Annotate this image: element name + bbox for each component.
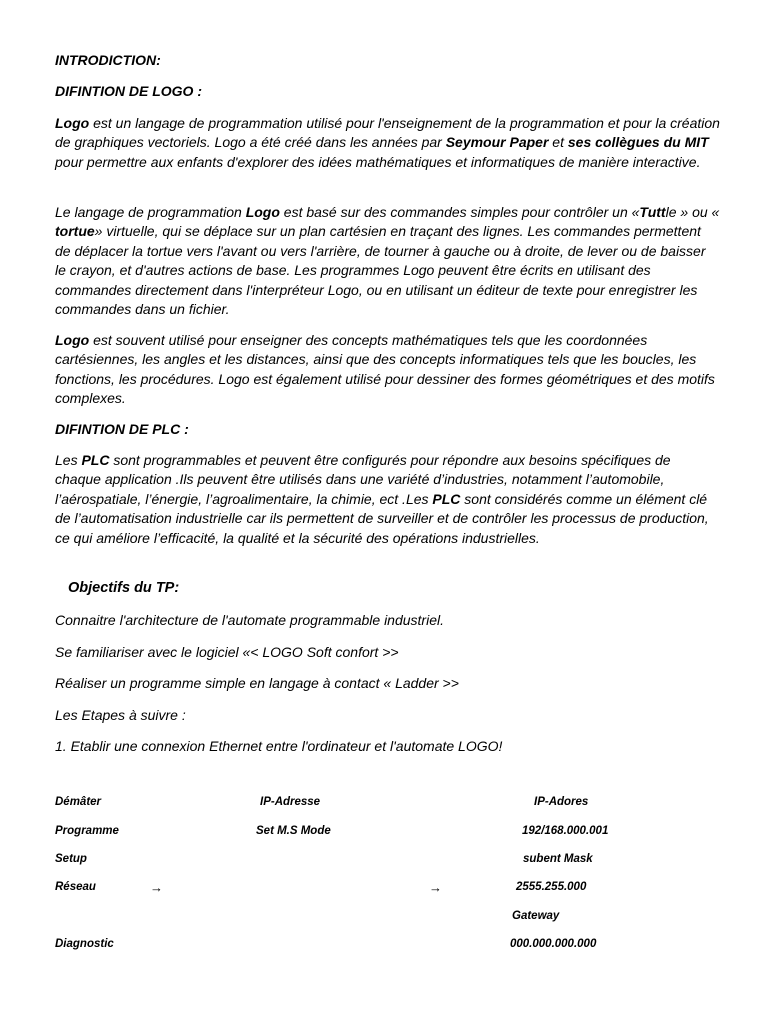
text: le » ou « bbox=[665, 204, 720, 220]
text: sont considérés comme un élément clé de l’automatisation industrielle car ils permettent de surveiller et de contrôler les processus de production, ce qui améliore l’efficacité, la qualité et la sécurité des opérations industrielles. bbox=[55, 490, 709, 546]
text: Les bbox=[55, 452, 82, 468]
objective-item: Connaitre l'architecture de l'automate programmable industriel. bbox=[55, 612, 444, 628]
table-cell-ip-adores: IP-Adores bbox=[534, 796, 589, 808]
table-cell-demater: Démâter bbox=[55, 796, 102, 808]
table-cell-ip-value: 192/168.000.001 bbox=[522, 825, 609, 837]
objective-item: 1. Etablir une connexion Ethernet entre l'ordinateur et l'automate LOGO! bbox=[55, 738, 503, 754]
term-tuttle: Tutt bbox=[639, 204, 666, 220]
term-mit-colleagues: ses collègues du MIT bbox=[567, 134, 709, 151]
text: est souvent utilisé pour enseigner des concepts mathématiques tels que les coordonnées cartésiennes, les angles et les distances, ainsi que des concepts informatiques tels que les boucles, les fonctions, les procédures. Logo est également utilisé pour dessiner des formes géométriques et des motifs complexes. bbox=[55, 332, 715, 407]
intro-heading: INTRODICTION: bbox=[55, 52, 161, 68]
term-logo: Logo bbox=[245, 204, 280, 220]
arrow-right-icon: → bbox=[429, 880, 442, 895]
paragraph-logo-commands bbox=[55, 203, 720, 319]
objective-item: Réaliser un programme simple en langage à contact « Ladder >> bbox=[55, 675, 459, 691]
text: » virtuelle, qui se déplace sur un plan cartésien en traçant des lignes. Les commandes permettent de déplacer la tortue vers l'avant ou vers l'arrière, de tourner à gauche ou à droite, de lever ou de baisser le crayon, et d'autres actions de base. Les programmes Logo peuvent être écrits en utilisant des commandes directement dans l'interpréteur Logo, ou en utilisant un éditeur de texte pour enregistrer les commandes dans un fichier. bbox=[55, 223, 706, 318]
logo-definition-heading: DIFINTION DE LOGO : bbox=[55, 83, 202, 99]
term-logo: Logo bbox=[55, 115, 90, 131]
term-seymour-paper: Seymour Paper bbox=[445, 134, 549, 151]
term-tortue: tortue bbox=[55, 223, 95, 240]
plc-definition-heading: DIFINTION DE PLC : bbox=[55, 421, 189, 437]
table-cell-subnet-mask: subent Mask bbox=[523, 853, 593, 865]
text: Le langage de programmation bbox=[55, 204, 246, 220]
text: pour permettre aux enfants d'explorer des idées mathématiques et informatiques de manière interactive. bbox=[55, 153, 701, 170]
table-cell-mask-value: 2555.255.000 bbox=[516, 881, 587, 893]
table-cell-set-ms-mode: Set M.S Mode bbox=[256, 825, 331, 837]
table-cell-diagnostic: Diagnostic bbox=[55, 938, 114, 950]
text: sont programmables et peuvent être configurés pour répondre aux besoins spécifiques de chaque application .Ils peuvent être utilisés dans une variété d’industries, notamment l’automobile, l’aérospatiale, l’énergie, l’agroalimentaire, la chimie, ect .Les bbox=[55, 452, 671, 507]
text: est basé sur des commandes simples pour contrôler un « bbox=[279, 204, 640, 220]
term-plc: PLC bbox=[432, 490, 461, 507]
text: et bbox=[548, 134, 568, 151]
term-logo: Logo bbox=[55, 332, 90, 348]
table-cell-setup: Setup bbox=[55, 853, 87, 865]
table-cell-gateway: Gateway bbox=[512, 910, 560, 922]
objective-item: Se familiariser avec le logiciel «< LOGO Soft confort >> bbox=[55, 644, 399, 660]
table-cell-ip-adresse: IP-Adresse bbox=[260, 796, 321, 808]
objective-item: Les Etapes à suivre : bbox=[55, 707, 186, 723]
paragraph-logo-uses bbox=[55, 331, 720, 409]
arrow-right-icon: → bbox=[150, 880, 163, 895]
table-cell-programme: Programme bbox=[55, 825, 119, 837]
term-plc: PLC bbox=[81, 452, 110, 468]
paragraph-logo-intro bbox=[55, 114, 720, 172]
paragraph-plc bbox=[55, 451, 720, 548]
table-cell-reseau: Réseau bbox=[55, 881, 96, 893]
text: est un langage de programmation utilisé pour l'enseignement de la programmation et pour la création de graphiques vectoriels. Logo a été créé dans les années par bbox=[55, 115, 720, 151]
table-cell-gateway-value: 000.000.000.000 bbox=[510, 938, 597, 950]
objectives-heading: Objectifs du TP: bbox=[68, 580, 180, 596]
